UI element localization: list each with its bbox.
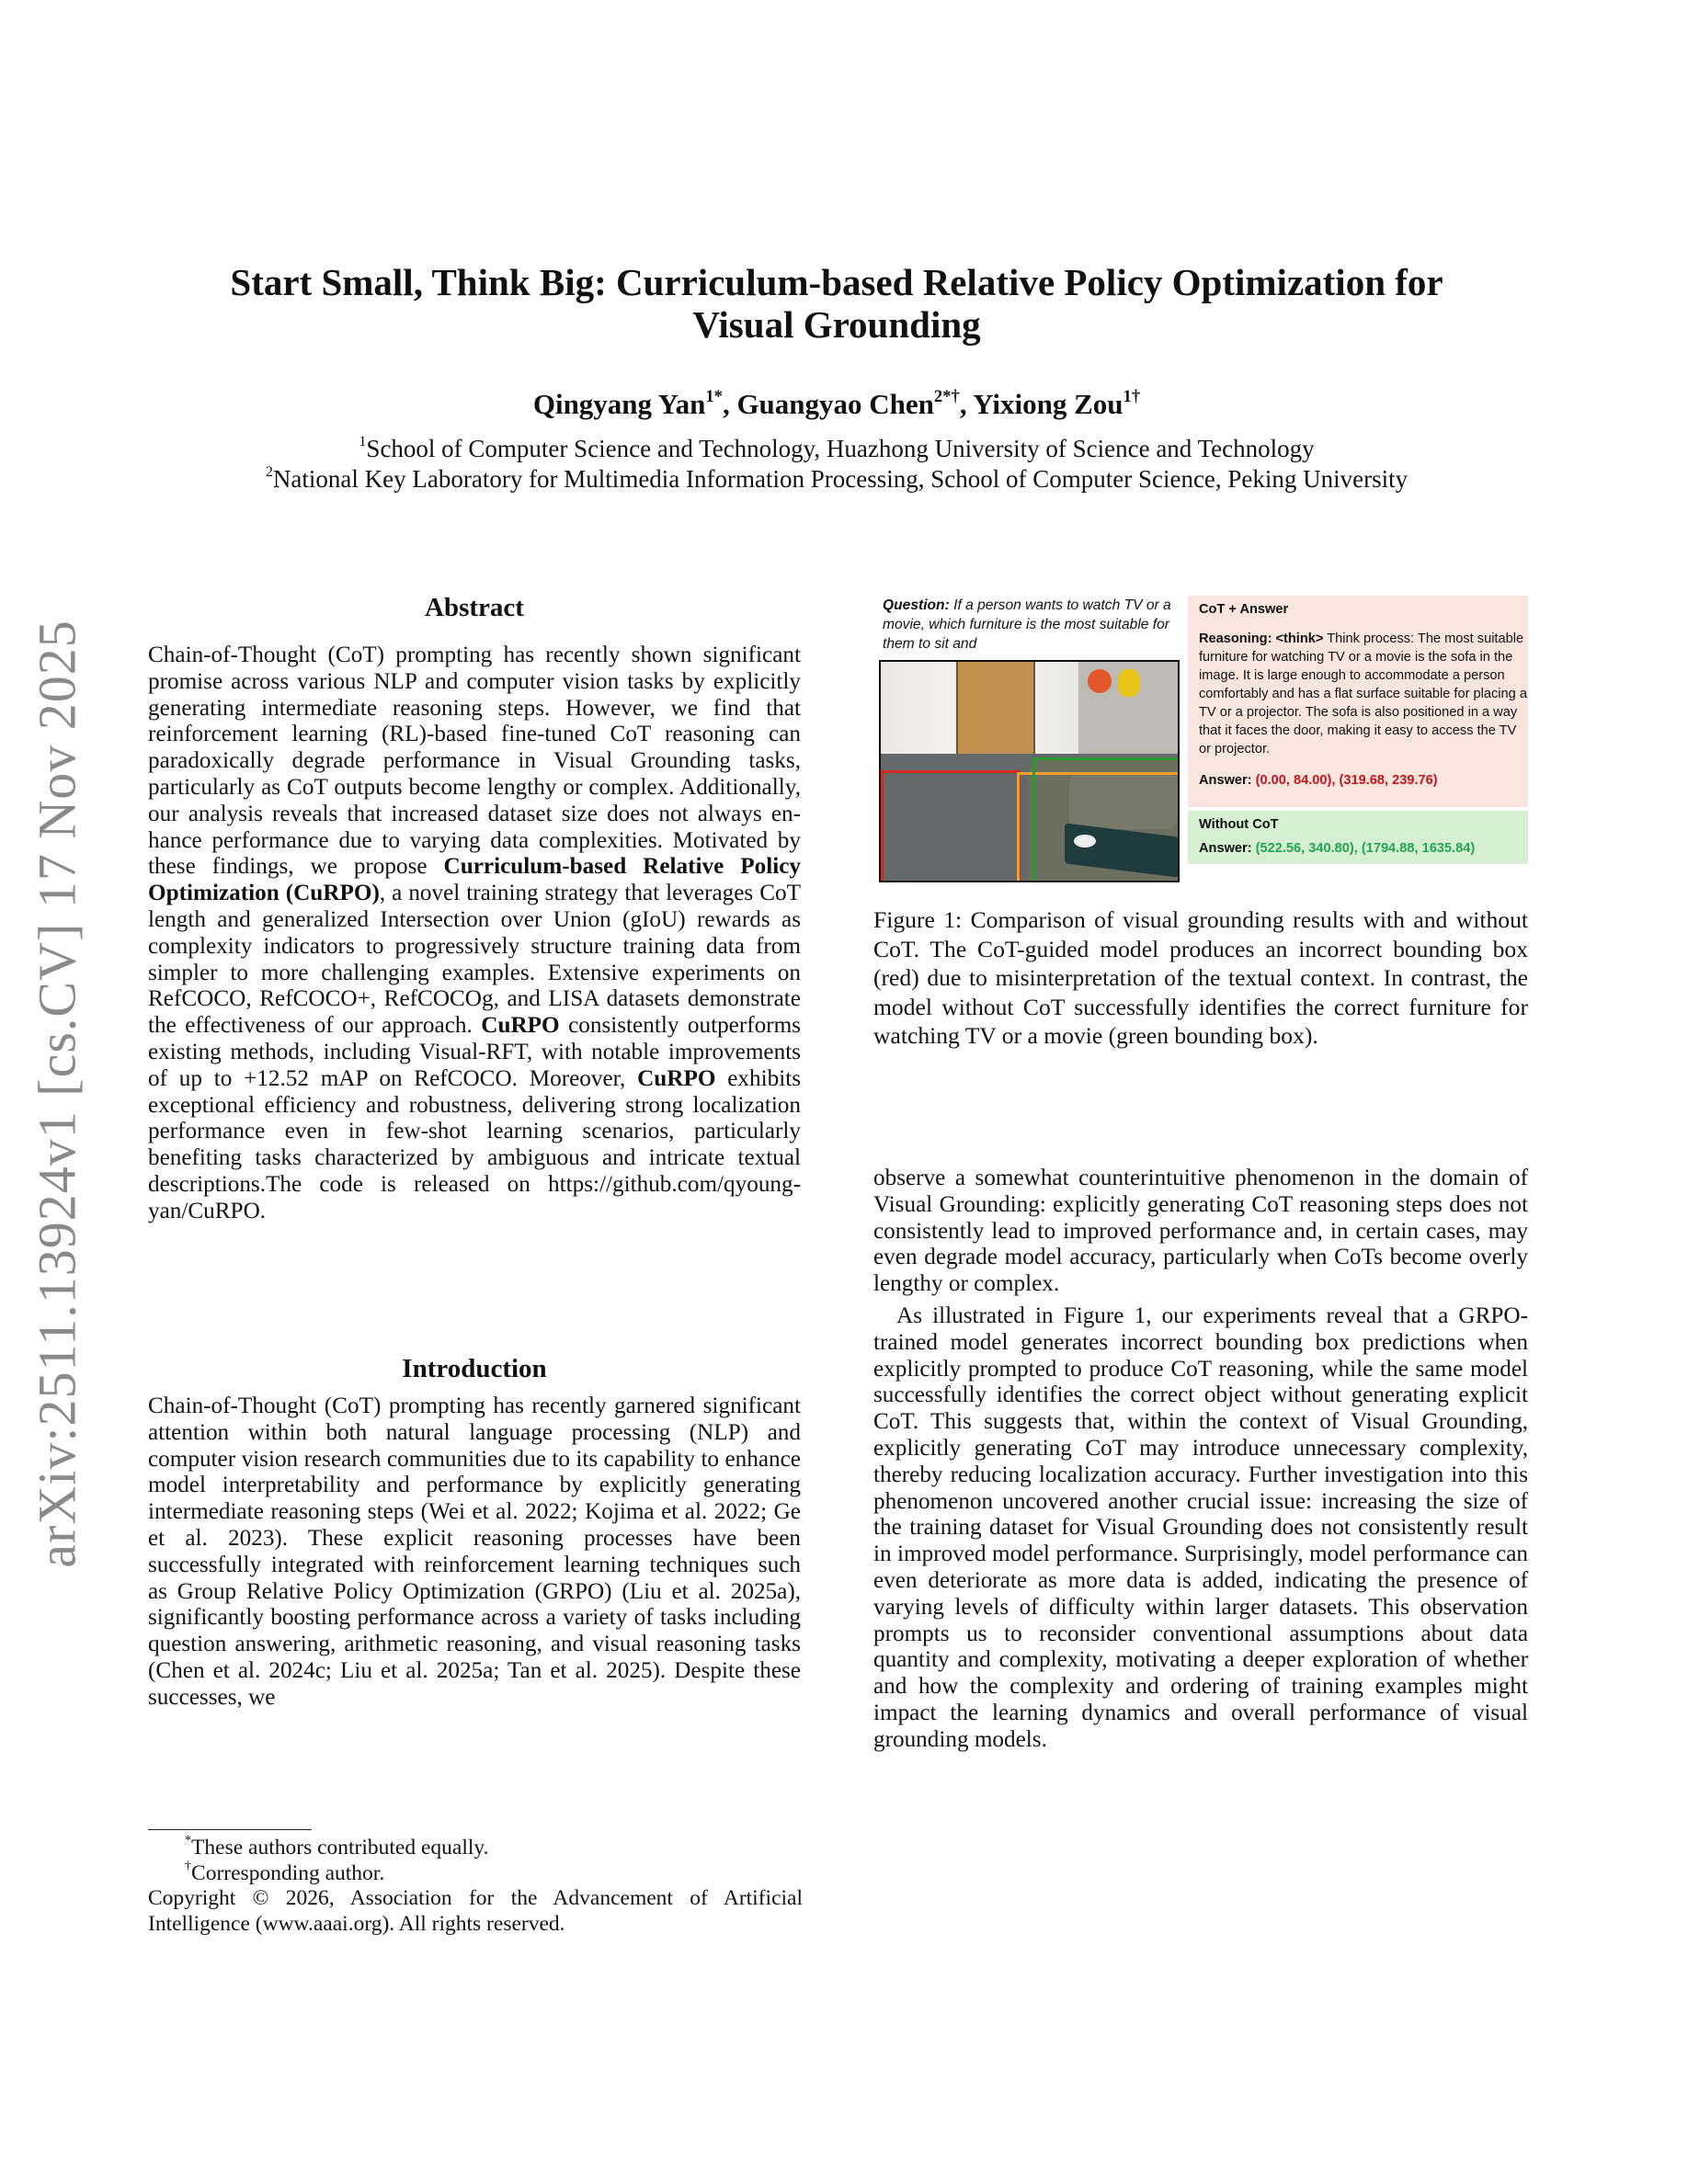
footnotes (148, 1833, 803, 1937)
reasoning-text: Think process: The most suitable furniture for watching TV or a movie is the sofa in the image. It is large enough to accommodate a person comfortably and has a flat surface suitable for placing a TV or a projector. The sofa is also positioned in a way that it faces the door, making it easy to access the TV or projector. (1199, 631, 1527, 756)
footnote-text: Corresponding author. (191, 1860, 385, 1885)
abstract-text: , a novel training strategy that leverages CoT length and generalized Intersection over Union (gIoU) rewards as complexity indicators to progressively structure training data from simpler to more challenging examples. Extensive experiments on RefCOCO, RefCOCO+, RefCOCOg, and LISA datasets demonstrate the effectiveness of our approach. (148, 881, 801, 1039)
abstract-text: exhibits exceptional efficiency and robustness, delivering strong localization performance even in few-shot learning scenarios, particularly benefiting tasks characterized by ambiguous and intricate textual descriptions.The code is released on https://github.com/qyoung-yan/CuRPO. (148, 1065, 801, 1223)
without-cot-panel (1188, 811, 1528, 864)
affiliation-text: National Key Laboratory for Multimedia Information Processing, School of Computer Science, Peking University (272, 465, 1409, 493)
copyright-notice: Copyright © 2026, Association for the Advancement of Artificial Intelligence (www.aaai.org). All rights reserved. (148, 1886, 803, 1936)
affiliation-text: School of Computer Science and Technology, Huazhong University of Science and Technology (366, 435, 1315, 462)
footnote-rule (148, 1829, 312, 1830)
answer-label: Answer: (1199, 773, 1256, 788)
answer-value-correct: (522.56, 340.80), (1794.88, 1635.84) (1255, 841, 1476, 856)
affiliation-mark: 1 (359, 433, 367, 449)
footnote-corresponding-author (148, 1858, 803, 1887)
nocot-panel-heading: Without CoT (1199, 817, 1279, 832)
question-text: If a person wants to watch TV or a movie, which furniture is the most suitable for them to sit and (883, 597, 1171, 652)
abstract-text: Chain-of-Thought (CoT) prompting has recently shown significant promise across various NLP and computer vision tasks by explicitly generating intermediate reasoning steps. However, we find that reinforcement learning (RL)-based fine-tuned CoT reasoning can paradoxically degrade performance in Visual Grounding tasks, particularly as CoT outputs become lengthy or complex. Additionally, our analysis reveals that increased dataset size does not always enhance performance due to varying data complexities. Motivated by these findings, we propose (148, 643, 801, 880)
paper-title (147, 261, 1526, 346)
author-name: Guangyao Chen (736, 388, 934, 420)
author-mark: 2*† (933, 386, 960, 406)
bbox-cot-incorrect (881, 770, 1021, 882)
answer-label: Answer: (1199, 841, 1256, 856)
introduction-paragraph: Chain-of-Thought (CoT) prompting has recently garnered significant attention within both natural language processing (NLP) and computer vision research communities due to its capability to enhance model interpretability and performance by explicitly generating intermediate reasoning steps (Wei et al. 2022; Kojima et al. 2022; Ge et al. 2023). These explicit reasoning processes have been successfully integrated with reinforcement learning techniques such as Group Relative Policy Optimization (GRPO) (Liu et al. 2025a), significantly boosting performance across a variety of tasks including question answering, arithmetic reasoning, and visual reasoning tasks (Chen et al. 2024c; Liu et al. 2025a; Tan et al. 2025). Despite these successes, we (148, 1393, 801, 1710)
cot-panel-heading: CoT + Answer (1199, 602, 1289, 617)
figure-photo-room-with-sofa (879, 660, 1180, 882)
footnote-mark: † (185, 1858, 192, 1873)
photo-ball (1088, 669, 1112, 693)
affiliation-2 (147, 464, 1526, 494)
abstract-body (148, 643, 801, 1225)
introduction-continued (873, 1166, 1528, 1754)
author-mark: 1† (1123, 386, 1141, 406)
photo-door (956, 662, 1035, 761)
introduction-heading: Introduction (402, 1354, 547, 1383)
cot-reasoning (1199, 630, 1528, 758)
figure-question (883, 596, 1172, 654)
photo-plush-toy (1118, 669, 1140, 697)
question-label: Question: (883, 597, 950, 613)
cot-answer-panel (1188, 596, 1528, 807)
figure-1-caption: Figure 1: Comparison of visual grounding results with and without CoT. The CoT-guided model produces an incorrect bounding box (red) due to misinterpretation of the textual context. In contrast, the model without CoT successfully identifies the correct furniture for watching TV or a movie (green bounding box). (873, 906, 1528, 1050)
introduction-paragraph: As illustrated in Figure 1, our experiments reveal that a GRPO-trained model generates incorrect bounding box predictions when explicitly prompted to produce CoT reasoning, while the same model successfully identifies the correct object without generating explicit CoT. This suggests that, within the context of Visual Grounding, explicitly generating CoT may introduce unnecessary complexity, thereby reducing localization accuracy. Further investigation into this phenomenon uncovered another crucial issue: increasing the size of the training dataset for Visual Grounding does not consistently result in improved model performance. Surprisingly, model performance can even deteriorate as more data is added, indicating the presence of varying levels of difficulty within larger datasets. This observation prompts us to reconsider conventional assumptions about data quantity and complexity, motivating a deeper exploration of whether and how the complexity and ordering of training examples might impact the learning dynamics and overall performance of visual grounding models. (873, 1302, 1528, 1752)
figure-1 (879, 596, 1528, 882)
abstract-method-name: CuRPO (481, 1013, 560, 1039)
reasoning-label: Reasoning: <think> (1199, 631, 1324, 646)
abstract-method-name: Curriculum-based Relative Policy Optimization (CuRPO) (148, 854, 801, 906)
arxiv-stamp: arXiv:2511.13924v1 [cs.CV] 17 Nov 2025 (27, 620, 87, 1568)
abstract-heading: Abstract (425, 593, 524, 622)
footnote-mark: * (185, 1833, 192, 1848)
introduction-section (148, 1353, 801, 1712)
title-line-1: Start Small, Think Big: Curriculum-based Relative Policy Optimization for (230, 261, 1443, 303)
affiliation-1 (147, 434, 1526, 463)
abstract-text: consistently outperforms existing methods, including Visual-RFT, with notable improvements of up to +12.52 mAP on RefCOCO. Moreover, (148, 1013, 801, 1091)
author-mark: 1* (705, 386, 723, 406)
footnote-text: These authors contributed equally. (191, 1836, 489, 1860)
nocot-answer (1199, 839, 1528, 858)
affiliation-mark: 2 (265, 463, 273, 480)
introduction-paragraph: observe a somewhat counterintuitive phenomenon in the domain of Visual Grounding: explicitly generating CoT reasoning steps does not consistently lead to improved performance and, in certain cases, may even degrade model accuracy, particularly when CoTs become overly lengthy or complex. (873, 1166, 1528, 1297)
title-line-2: Visual Grounding (692, 303, 981, 346)
author-list: Qingyang Yan$^{1*}$, Guangyao Chen$^{2*\dagger}$, Yixiong Zou$^{1\dagger}$ (532, 386, 1141, 420)
abstract-method-name: CuRPO (637, 1065, 716, 1091)
footnote-equal-contribution (148, 1833, 803, 1861)
author-name: Qingyang Yan (532, 388, 706, 420)
abstract-section (148, 592, 801, 1225)
answer-value-incorrect: (0.00, 84.00), (319.68, 239.76) (1255, 773, 1438, 788)
bbox-without-cot-correct (1032, 757, 1180, 882)
author-name: Yixiong Zou (973, 388, 1123, 420)
cot-answer (1199, 771, 1528, 790)
